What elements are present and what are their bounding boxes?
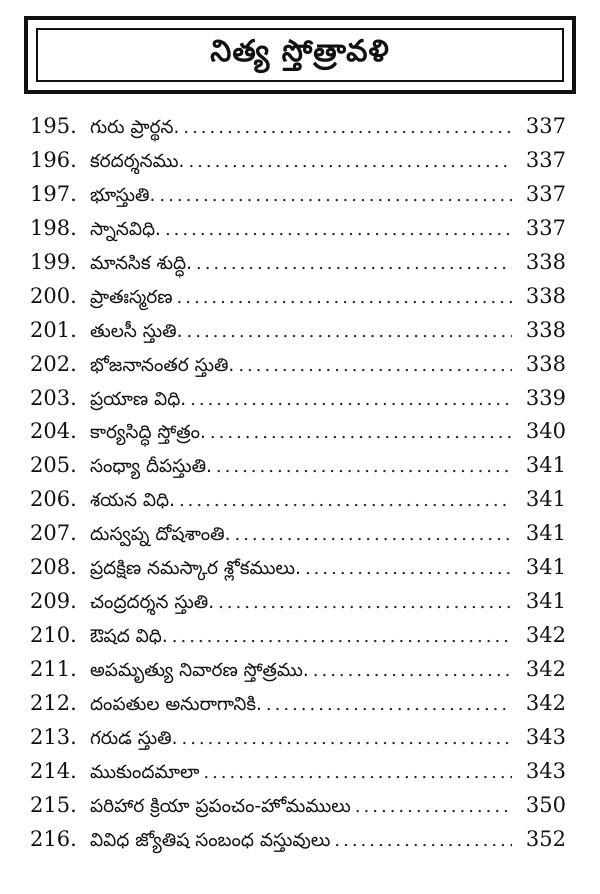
entry-number: 208. [30,555,77,580]
dot-leader [234,524,512,545]
dot-leader [334,830,512,851]
dot-leader [218,592,512,613]
dot-leader [196,253,512,274]
entry-page: 341 [525,453,566,478]
toc-entry[interactable] [30,657,566,691]
entry-title: కరదర్శనము. [90,150,185,172]
toc-entry[interactable] [30,691,566,725]
entry-number: 212. [30,690,77,715]
entry-title: ప్రాతఃస్మరణ [90,286,173,308]
entry-title: చంద్రదర్శన స్తుతి. [90,592,215,614]
toc-entry[interactable] [30,419,566,453]
toc-entry[interactable] [30,182,566,216]
entry-page: 341 [525,521,566,546]
dot-leader [165,219,512,240]
entry-number: 214. [30,758,77,783]
toc-entry[interactable] [30,725,566,759]
entry-number: 198. [30,215,77,240]
entry-number: 197. [30,181,77,206]
entry-title: ముకుందమాలా [90,761,200,783]
entry-number: 206. [30,487,77,512]
entry-page: 341 [525,487,566,512]
entry-number: 216. [30,826,77,851]
toc-entry[interactable] [30,589,566,623]
entry-title: మానసిక శుద్ధి. [90,252,192,274]
title-frame [24,16,576,94]
toc-entry[interactable] [30,759,566,793]
entry-number: 207. [30,521,77,546]
toc-entry[interactable] [30,250,566,284]
entry-page: 341 [525,555,566,580]
entry-page: 337 [525,114,566,138]
entry-number: 205. [30,453,77,478]
entry-page: 342 [525,690,566,715]
toc-entry[interactable] [30,318,566,352]
dot-leader [172,626,512,647]
entry-page: 340 [525,419,566,444]
entry-number: 202. [30,351,77,376]
toc-entry[interactable] [30,148,566,182]
dot-leader [190,389,512,410]
entry-number: 209. [30,589,77,614]
entry-title: ఔషద విధి. [90,626,168,648]
entry-title: ప్రయాణ విధి. [90,388,187,410]
dot-leader [266,694,512,715]
dot-leader [203,762,512,783]
toc-entry[interactable] [30,453,566,487]
entry-title: అపమృత్యు నివారణ స్తోత్రము. [90,660,309,681]
toc-entry[interactable] [30,487,566,521]
entry-number: 196. [30,147,77,172]
toc-entry[interactable] [30,555,566,589]
entry-number: 210. [30,623,77,648]
entry-page: 337 [525,147,566,172]
entry-title: భూస్తుతి. [90,184,156,206]
entry-number: 199. [30,249,77,274]
dot-leader [313,660,512,681]
entry-page: 352 [525,826,566,851]
entry-title: కార్యసిద్ధి స్తోత్రం. [90,422,206,444]
entry-page: 343 [525,758,566,783]
entry-page: 338 [525,351,566,376]
toc-entry[interactable] [30,352,566,386]
entry-page: 343 [525,724,566,749]
toc-entry[interactable] [30,793,566,827]
toc-entry[interactable] [30,114,566,148]
dot-leader [187,321,512,342]
dot-leader [183,117,512,138]
table-of-contents [30,114,566,861]
toc-entry[interactable] [30,827,566,861]
entry-page: 339 [525,385,566,410]
entry-title: స్నానవిధి. [90,218,161,240]
dot-leader [216,456,512,477]
toc-entry[interactable] [30,216,566,250]
entry-page: 337 [525,181,566,206]
entry-title: వివిధ జ్యోతిష సంబంధ వస్తువులు [90,829,331,851]
entry-title: గరుడ స్తుతి. [90,727,178,749]
entry-title: దంపతుల అనురాగానికి. [90,693,262,715]
entry-number: 200. [30,283,77,308]
entry-page: 341 [525,589,566,614]
dot-leader [179,490,512,511]
dot-leader [188,151,512,172]
toc-entry[interactable] [30,521,566,555]
toc-entry[interactable] [30,623,566,657]
dot-leader [159,185,512,206]
entry-page: 337 [525,215,566,240]
entry-number: 201. [30,317,77,342]
dot-leader [355,796,512,817]
entry-title: భోజనానంతర స్తుతి. [90,354,235,376]
entry-title: తులసీ స్తుతి. [90,320,183,342]
entry-number: 203. [30,385,77,410]
entry-page: 338 [525,283,566,308]
entry-title: శయన విధి. [90,490,175,512]
page-title: నిత్య స్తోత్రావళి [210,34,390,69]
entry-number: 211. [30,657,77,681]
entry-page: 342 [525,623,566,648]
entry-number: 215. [30,792,77,817]
dot-leader [238,355,512,376]
entry-title: దుస్వప్న దోషశాంతి. [90,524,231,546]
entry-number: 213. [30,724,77,749]
toc-entry[interactable] [30,284,566,318]
entry-title: సంధ్యా దీపస్తుతి. [90,456,212,478]
dot-leader [305,558,512,579]
entry-title: గురు ప్రార్థన. [90,117,180,138]
toc-entry[interactable] [30,386,566,420]
dot-leader [210,422,512,443]
entry-page: 338 [525,317,566,342]
entry-number: 195. [30,114,77,138]
entry-title: పరిహార క్రియా ప్రపంచం-హోమములు [90,795,351,817]
entry-page: 338 [525,249,566,274]
title-inner-frame [36,28,564,82]
entry-page: 350 [525,792,566,817]
dot-leader [181,728,512,749]
entry-title: ప్రదక్షిణ నమస్కార శ్లోకములు. [90,558,301,580]
entry-number: 204. [30,419,77,444]
entry-page: 342 [525,657,566,681]
dot-leader [177,287,512,308]
